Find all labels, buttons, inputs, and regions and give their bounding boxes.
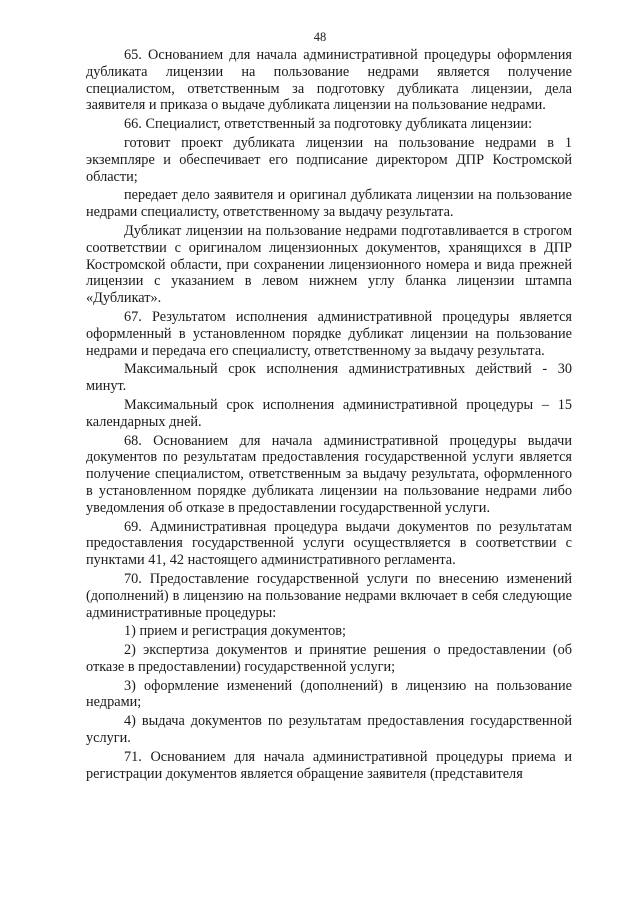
paragraph-70-item-1: 1) прием и регистрация документов; [124, 623, 346, 640]
paragraph-duplicate-note: Дубликат лицензии на пользование недрами подготавливается в строгом соответствии с оригиналом лицензионных документов, хранящихся в ДПР Костромской области, при сохранении лицензионного номера и вида прежней лицензии с указанием в левом нижнем углу бланка лицензии штампа «Дубликат». [86, 222, 572, 307]
paragraph-70-item-2: 2) экспертиза документов и принятие решения о предоставлении (об отказе в предоставлении) государственной услуги; [86, 642, 572, 675]
document-body [86, 47, 572, 782]
paragraph-66-item-1: готовит проект дубликата лицензии на пользование недрами в 1 экземпляре и обеспечивает его подписание директором ДПР Костромской области; [86, 134, 572, 185]
paragraph-67: 67. Результатом исполнения административной процедуры является оформленный в установленном порядке дубликат лицензии на пользование недрами и передача его специалисту, ответственному за выдачу результата. [86, 308, 572, 359]
paragraph-70-item-4: 4) выдача документов по результатам предоставления государственной услуги. [86, 713, 572, 747]
paragraph-65: 65. Основанием для начала административной процедуры оформления дубликата лицензии на пользование недрами является получение специалистом, ответственным за подготовку дубликата лицензии, дела заявителя и приказа о выдаче дубликата лицензии на пользование недрами. [86, 47, 572, 114]
page-number: 48 [313, 30, 327, 44]
paragraph-68: 68. Основанием для начала административной процедуры выдачи документов по результатам предоставления государственной услуги является получение специалистом, ответственным за выдачу результата, оформленного в установленном порядке дубликата лицензии на пользование недрами либо уведомления об отказе в предоставлении государственной услуги. [86, 432, 572, 516]
paragraph-66: 66. Специалист, ответственный за подготовку дубликата лицензии: [124, 116, 533, 133]
paragraph-max-actions-time: Максимальный срок исполнения административных действий - 30 минут. [86, 361, 572, 395]
paragraph-70-item-3: 3) оформление изменений (дополнений) в лицензию на пользование недрами; [86, 677, 572, 711]
paragraph-max-procedure-time: Максимальный срок исполнения административной процедуры – 15 календарных дней. [86, 396, 572, 430]
paragraph-66-item-2: передает дело заявителя и оригинал дубликата лицензии на пользование недрами специалисту, ответственному за выдачу результата. [86, 187, 572, 221]
paragraph-69: 69. Административная процедура выдачи документов по результатам предоставления государственной услуги осуществляется в соответствии с пунктами 41, 42 настоящего административного регламента. [86, 518, 572, 569]
paragraph-70: 70. Предоставление государственной услуги по внесению изменений (дополнений) в лицензию на пользование недрами включает в себя следующие административные процедуры: [86, 570, 572, 621]
paragraph-71: 71. Основанием для начала административной процедуры приема и регистрации документов является обращение заявителя (представителя [86, 748, 572, 782]
